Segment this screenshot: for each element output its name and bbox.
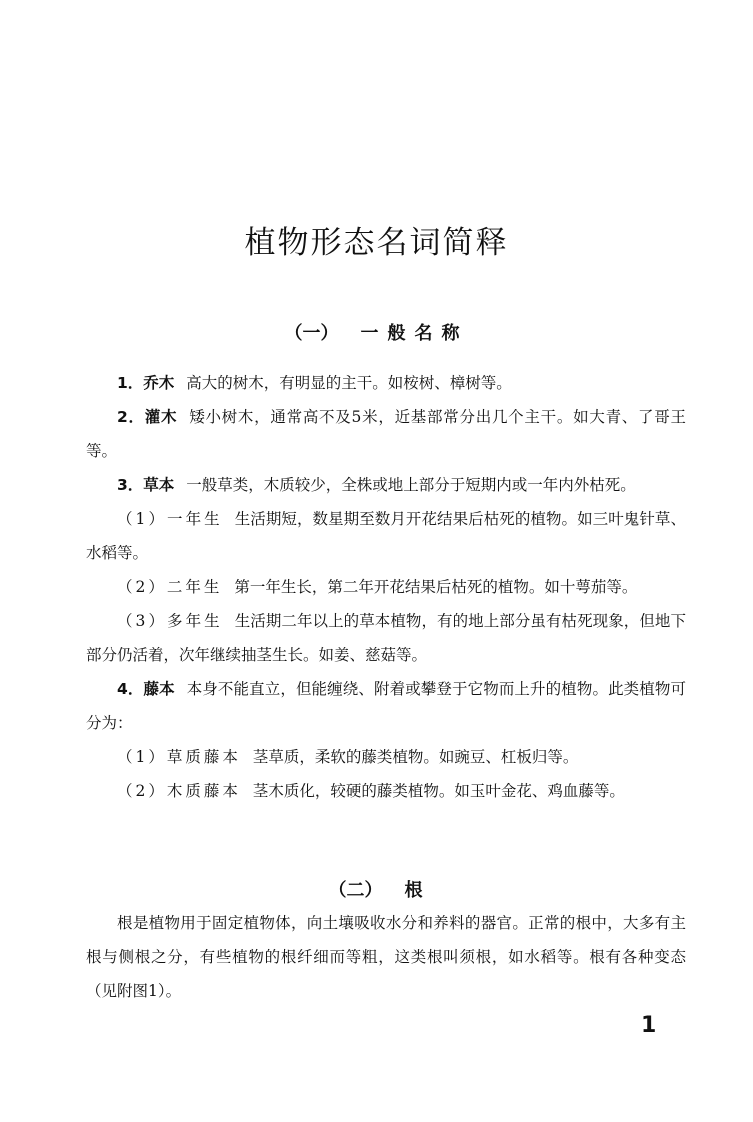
entry-woody-vine — [86, 774, 686, 808]
page-title: 植物形态名词简释 — [244, 225, 509, 261]
entry-text: 生活期短，数星期至数月开花结果后枯死的植物。如三叶鬼针草、水稻等。 — [86, 510, 686, 562]
entry-term: 3．草本 — [117, 476, 175, 494]
entry-text: 矮小树木，通常高不及5米，近基部常分出几个主干。如大青、了哥王等。 — [86, 408, 686, 460]
entry-herbaceous-vine — [86, 740, 686, 774]
root-paragraph: 根是植物用于固定植物体，向土壤吸收水分和养料的器官。正常的根中，大多有主根与侧根之分，有些植物的根纤细而等粗，这类根叫须根，如水稻等。根有各种变态（见附图1）。 — [86, 914, 686, 1000]
entry-perennial — [86, 604, 686, 672]
section-title: 一般名称 — [360, 323, 469, 344]
entry-text: 茎木质化，较硬的藤类植物。如玉叶金花、鸡血藤等。 — [252, 782, 625, 800]
entry-term: 2．灌木 — [117, 408, 178, 426]
entry-text: 一般草类，木质较少，全株或地上部分于短期内或一年内外枯死。 — [186, 476, 636, 494]
entry-annual — [86, 502, 686, 570]
entry-tree — [86, 366, 686, 400]
page-number: 1 — [641, 1013, 657, 1038]
entry-text: 生活期二年以上的草本植物，有的地上部分虽有枯死现象，但地下部分仍活着，次年继续抽茎生长。如姜、慈菇等。 — [86, 612, 686, 664]
entry-shrub — [86, 400, 686, 468]
section-heading-root — [0, 876, 753, 902]
entry-term: 4．藤本 — [117, 680, 175, 698]
section-body-general-terms — [86, 366, 686, 808]
entry-text: 高大的树木，有明显的主干。如桉树、樟树等。 — [186, 374, 512, 392]
section-number: （一） — [284, 323, 339, 344]
entry-text: 本身不能直立，但能缠绕、附着或攀登于它物而上升的植物。此类植物可分为： — [86, 680, 686, 732]
entry-term: （1）一年生 — [117, 510, 223, 528]
section-heading-general-terms — [0, 319, 753, 345]
section-body-root — [86, 906, 686, 1008]
entry-text: 茎草质，柔软的藤类植物。如豌豆、杠板归等。 — [252, 748, 579, 766]
entry-text: 第一年生长，第二年开花结果后枯死的植物。如十萼茄等。 — [234, 578, 638, 596]
entry-vine — [86, 672, 686, 740]
entry-term: 1．乔木 — [117, 374, 175, 392]
section-title: 根 — [404, 880, 425, 901]
entry-term: （3）多年生 — [117, 612, 223, 630]
entry-biennial — [86, 570, 686, 604]
entry-term: （2）木质藤本 — [117, 782, 241, 800]
entry-term: （2）二年生 — [117, 578, 223, 596]
entry-herb — [86, 468, 686, 502]
section-number: （二） — [328, 880, 383, 901]
entry-term: （1）草质藤本 — [117, 748, 241, 766]
